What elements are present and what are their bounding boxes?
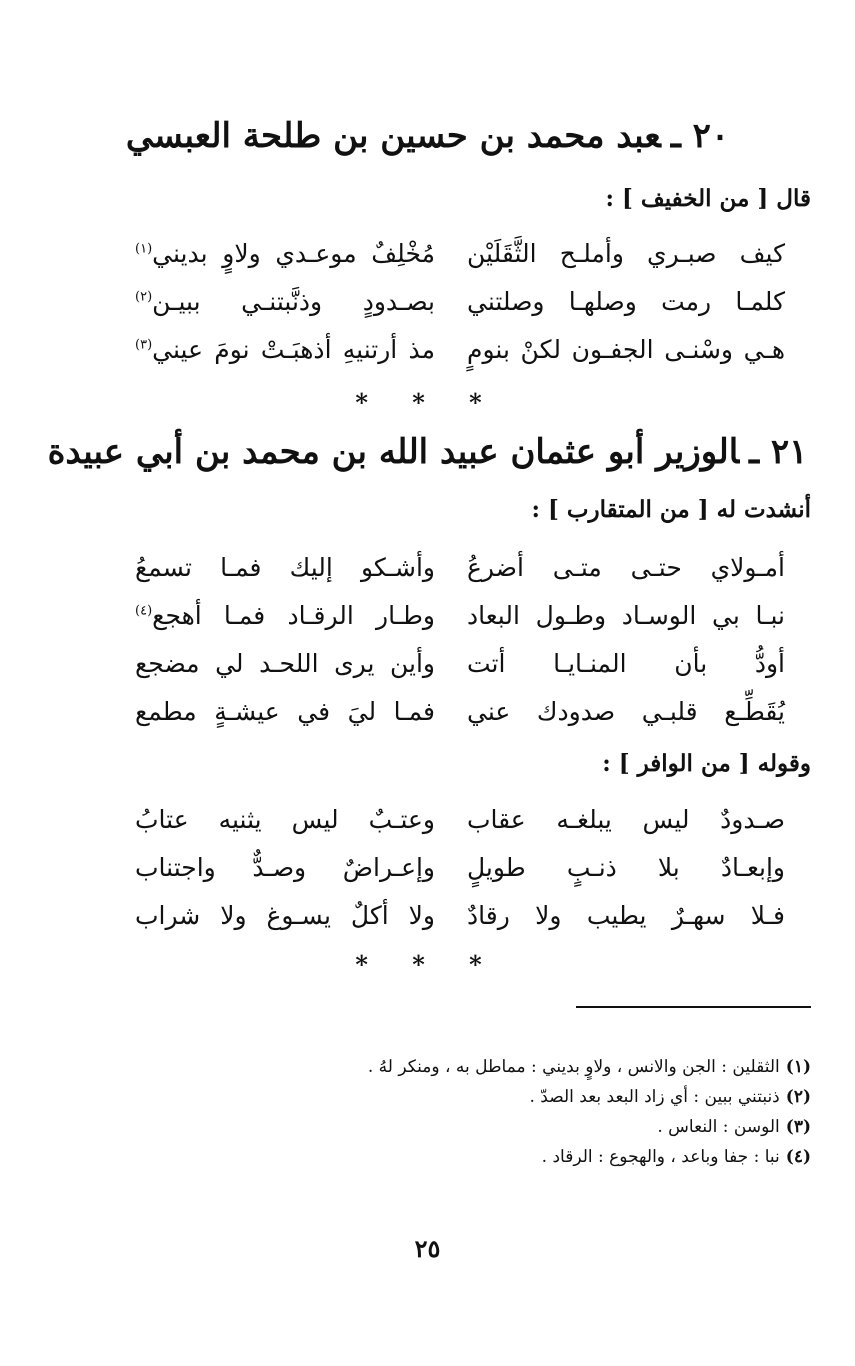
section-21-heading <box>0 430 855 474</box>
section-21-poem <box>135 544 785 736</box>
verse-second-hemistich <box>135 230 435 278</box>
footnote-divider <box>576 1006 811 1008</box>
verse-second-text: وعتـبٌ ليس يثنيه عتابُ <box>135 805 435 834</box>
footnote-marker: (١) <box>135 241 153 257</box>
footnote-number: (١) <box>785 1057 811 1077</box>
footnote-text: الوسن : النعاس . <box>657 1117 780 1137</box>
footnote-text: الثقلين : الجن والانس ، ولاوٍ بديني : مماطل به ، ومنكر لهُ . <box>367 1057 780 1077</box>
verse-first-hemistich: وإبعـادٌ بلا ذنـبٍ طويلٍ <box>467 853 785 882</box>
page-number: ٢٥ <box>414 1234 441 1263</box>
footnote-item <box>51 1052 811 1082</box>
section-21-title: الوزير أبو عثمان عبيد الله بن محمد بن أبي عبيدة <box>47 432 740 472</box>
footnote-item <box>51 1082 811 1112</box>
section-20-poem <box>135 230 785 374</box>
verse <box>135 892 785 940</box>
verse-second-text: وطـار الرقـاد فمـا أهجع <box>152 601 435 630</box>
verse-first-hemistich: صـدودٌ ليس يبلغـه عقاب <box>467 805 785 834</box>
verse <box>135 844 785 892</box>
verse-first-hemistich: أودُّ بأن المنـايـا أتت <box>467 649 785 678</box>
verse-second-hemistich <box>135 278 435 326</box>
footnote-text: ذنبتني ببين : أي زاد البعد بعد الصدّ . <box>529 1087 780 1107</box>
section-20-intro: قال [ من الخفيف ] : <box>605 185 811 212</box>
verse-second-text: وأين يرى اللحـد لي مضجع <box>135 649 435 678</box>
footnote-number: (٢) <box>785 1087 811 1107</box>
verse-second-hemistich <box>135 592 435 640</box>
verse-second-text: مذ أرتنيهِ أذهبَـتْ نومَ عيني <box>152 335 435 364</box>
section-20-title: عبد محمد بن حسين بن طلحة العبسي <box>125 116 661 156</box>
verse <box>135 592 785 640</box>
verse-second-hemistich <box>135 544 435 592</box>
footnotes <box>51 1052 811 1172</box>
verse-second-text: وإعـراضٌ وصـدٌّ واجتناب <box>135 853 435 882</box>
verse <box>135 230 785 278</box>
section-21-intro: أنشدت له [ من المتقارب ] : <box>531 496 811 523</box>
section-separator-2: * * * <box>355 950 500 979</box>
verse-second-hemistich <box>135 640 435 688</box>
verse-second-hemistich <box>135 892 435 940</box>
footnote-item <box>51 1112 811 1142</box>
verse-first-hemistich: أمـولاي حتـى متـى أضرعُ <box>467 553 785 582</box>
section-20-heading <box>0 114 855 158</box>
verse <box>135 640 785 688</box>
verse <box>135 326 785 374</box>
verse-first-hemistich: هـي وسْنـى الجفـون لكنْ بنومٍ <box>467 335 785 364</box>
footnote-marker: (٤) <box>135 603 153 619</box>
verse-second-hemistich <box>135 326 435 374</box>
verse-first-hemistich: كلمـا رمت وصلهـا وصلتني <box>467 287 785 316</box>
verse-second-text: فمـا ليَ في عيشـةٍ مطمع <box>135 697 435 726</box>
section-21-poem-2 <box>135 796 785 940</box>
verse <box>135 278 785 326</box>
verse-first-hemistich: فـلا سهـرٌ يطيب ولا رقادٌ <box>467 901 785 930</box>
section-21-number: ٢١ ـ <box>749 432 808 472</box>
verse-second-text: وأشـكو إليك فمـا تسمعُ <box>135 553 435 582</box>
section-21-intro-2: وقوله [ من الوافر ] : <box>602 750 811 777</box>
verse-second-hemistich <box>135 688 435 736</box>
verse-second-text: مُخْلِفٌ موعـدي ولاوٍ بديني <box>152 239 435 268</box>
verse-second-text: بصـدودٍ وذنَّبتنـي ببيـن <box>152 287 435 316</box>
verse-first-hemistich: نبـا بي الوسـاد وطـول البعاد <box>467 601 785 630</box>
verse-first-hemistich: يُقَطِّـع قلبـي صدودك عني <box>467 697 785 726</box>
verse-second-hemistich <box>135 844 435 892</box>
verse-second-text: ولا أكلٌ يسـوغ ولا شراب <box>135 901 435 930</box>
section-separator: * * * <box>355 388 500 417</box>
verse-second-hemistich <box>135 796 435 844</box>
verse-first-hemistich: كيف صبـري وأملـح الثَّقَلَيْن <box>467 239 785 268</box>
footnote-marker: (٢) <box>135 289 153 305</box>
verse <box>135 544 785 592</box>
verse <box>135 688 785 736</box>
footnote-text: نبا : جفا وباعد ، والهجوع : الرقاد . <box>541 1147 780 1167</box>
footnote-marker: (٣) <box>135 337 153 353</box>
footnote-number: (٣) <box>785 1117 811 1137</box>
footnote-number: (٤) <box>785 1147 811 1167</box>
footnote-item <box>51 1142 811 1172</box>
section-20-number: ٢٠ ـ <box>670 116 730 156</box>
verse <box>135 796 785 844</box>
